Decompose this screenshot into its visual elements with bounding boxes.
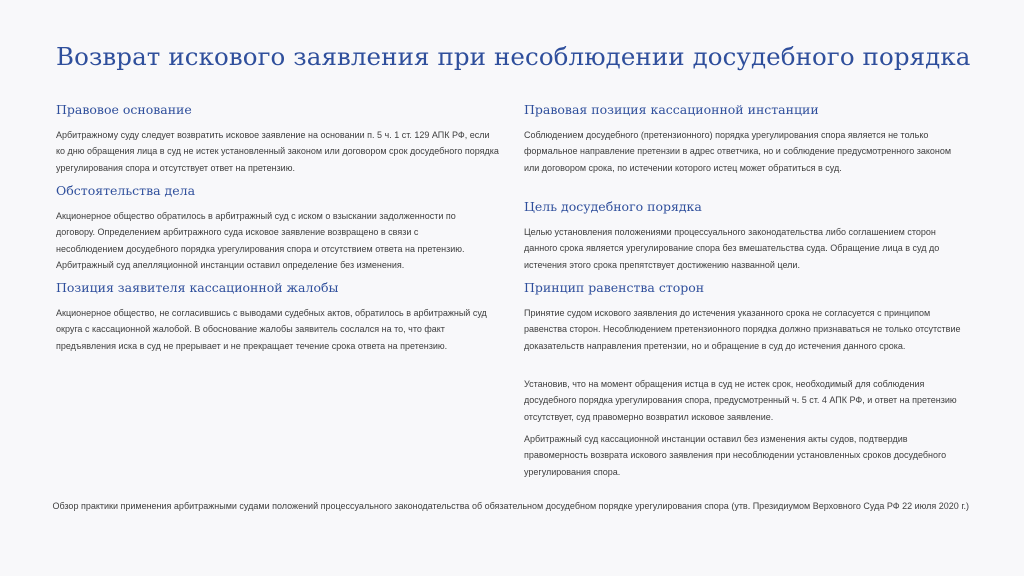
heading-equality-principle: Принцип равенства сторон (524, 280, 705, 295)
source-footnote: Обзор практики применения арбитражными судами положений процессуального законодательства об обязательном досудебном порядке урегулирования спора (утв. Президиумом Верховного Суда РФ 22 июля 2020 г.) (52, 501, 969, 511)
text-cassation-position: Соблюдением досудебного (претензионного) порядка урегулирования спора является не только формальное направление претензии в адрес ответчика, но и соблюдение предусмотренного законом или договором срока, по истечении которого истец может обратиться в суд. (524, 130, 952, 173)
heading-legal-basis: Правовое основание (56, 102, 192, 117)
text-equality-principle-1: Принятие судом искового заявления до истечения указанного срока не согласуется с принципом равенства сторон. Несоблюдением претензионного порядка должно признаваться не только отсутствие доказательств направления претензии, но и обращение в суд до истечения данного срока. (524, 308, 961, 351)
text-circumstances: Акционерное общество обратилось в арбитражный суд с иском о взыскании задолженности по договору. Определением арбитражного суда исковое заявление возвращено в связи с несоблюдением досудебного порядка урегулирования спора и отсутствием ответа на претензию. Арбитражный суд апелляционной инстанции оставил определение без изменения. (56, 211, 465, 270)
heading-applicant-position: Позиция заявителя кассационной жалобы (56, 280, 339, 295)
slide-title: Возврат искового заявления при несоблюдении досудебного порядка (56, 42, 971, 71)
text-equality-principle-2: Установив, что на момент обращения истца в суд не истек срок, необходимый для соблюдения досудебного порядка урегулирования спора, предусмотренный ч. 5 ст. 4 АПК РФ, и ответ на претензию отсутствует, суд правомерно возвратил исковое заявление. (524, 379, 957, 422)
text-pretrial-purpose: Целью установления положениями процессуального законодательства либо соглашением сторон данного срока является урегулирование спора без вмешательства суда. Обращение лица в суд до истечения этого срока препятствует достижению названной цели. (524, 227, 940, 270)
text-equality-principle-3: Арбитражный суд кассационной инстанции оставил без изменения акты судов, подтвердив правомерность возврата искового заявления при несоблюдении установленных сроков досудебного урегулирования спора. (524, 434, 947, 477)
heading-circumstances: Обстоятельства дела (56, 183, 196, 198)
heading-cassation-position: Правовая позиция кассационной инстанции (524, 102, 819, 117)
heading-pretrial-purpose: Цель досудебного порядка (524, 199, 702, 214)
text-applicant-position: Акционерное общество, не согласившись с выводами судебных актов, обратилось в арбитражный суд округа с кассационной жалобой. В обоснование жалобы заявитель сослался на то, что факт предъявления иска в суд не прерывает и не прекращает течение срока ответа на претензию. (56, 308, 487, 351)
text-legal-basis: Арбитражному суду следует возвратить исковое заявление на основании п. 5 ч. 1 ст. 129 АПК РФ, если ко дню обращения лица в суд не истек установленный законом или договором срок досудебного порядка урегулирования спора и отсутствует ответ на претензию. (56, 130, 499, 173)
